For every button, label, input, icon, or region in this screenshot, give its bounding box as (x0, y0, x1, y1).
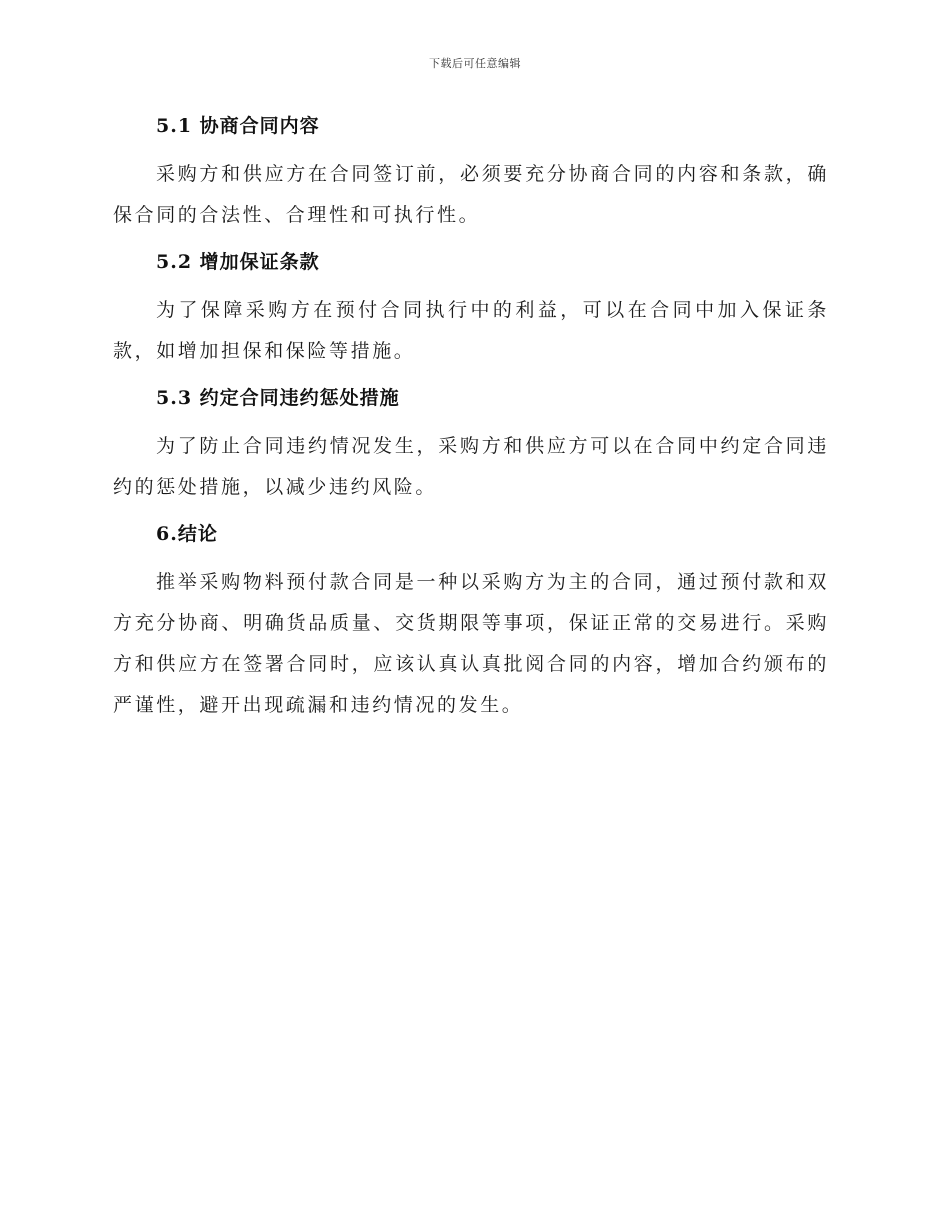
header-note: 下载后可任意编辑 (429, 57, 521, 70)
section-6 (113, 518, 829, 726)
section-5-3 (113, 382, 829, 508)
document-body (113, 110, 829, 736)
section-paragraph: 推举采购物料预付款合同是一种以采购方为主的合同，通过预付款和双方充分协商、明确货品质量、交货期限等事项，保证正常的交易进行。采购方和供应方在签署合同时，应该认真认真批阅合同的内容，增加合约颁布的严谨性，避开出现疏漏和违约情况的发生。 (113, 571, 829, 716)
section-heading: 5.1 协商合同内容 (156, 115, 320, 137)
section-paragraph: 为了防止合同违约情况发生，采购方和供应方可以在合同中约定合同违约的惩处措施，以减少违约风险。 (113, 435, 829, 498)
section-paragraph: 采购方和供应方在合同签订前，必须要充分协商合同的内容和条款，确保合同的合法性、合理性和可执行性。 (113, 163, 829, 226)
section-paragraph: 为了保障采购方在预付合同执行中的利益，可以在合同中加入保证条款，如增加担保和保险等措施。 (113, 299, 829, 362)
section-5-1 (113, 110, 829, 236)
section-heading: 5.3 约定合同违约惩处措施 (156, 387, 400, 409)
section-heading: 6.结论 (156, 523, 218, 545)
section-5-2 (113, 246, 829, 372)
section-heading: 5.2 增加保证条款 (156, 251, 320, 273)
